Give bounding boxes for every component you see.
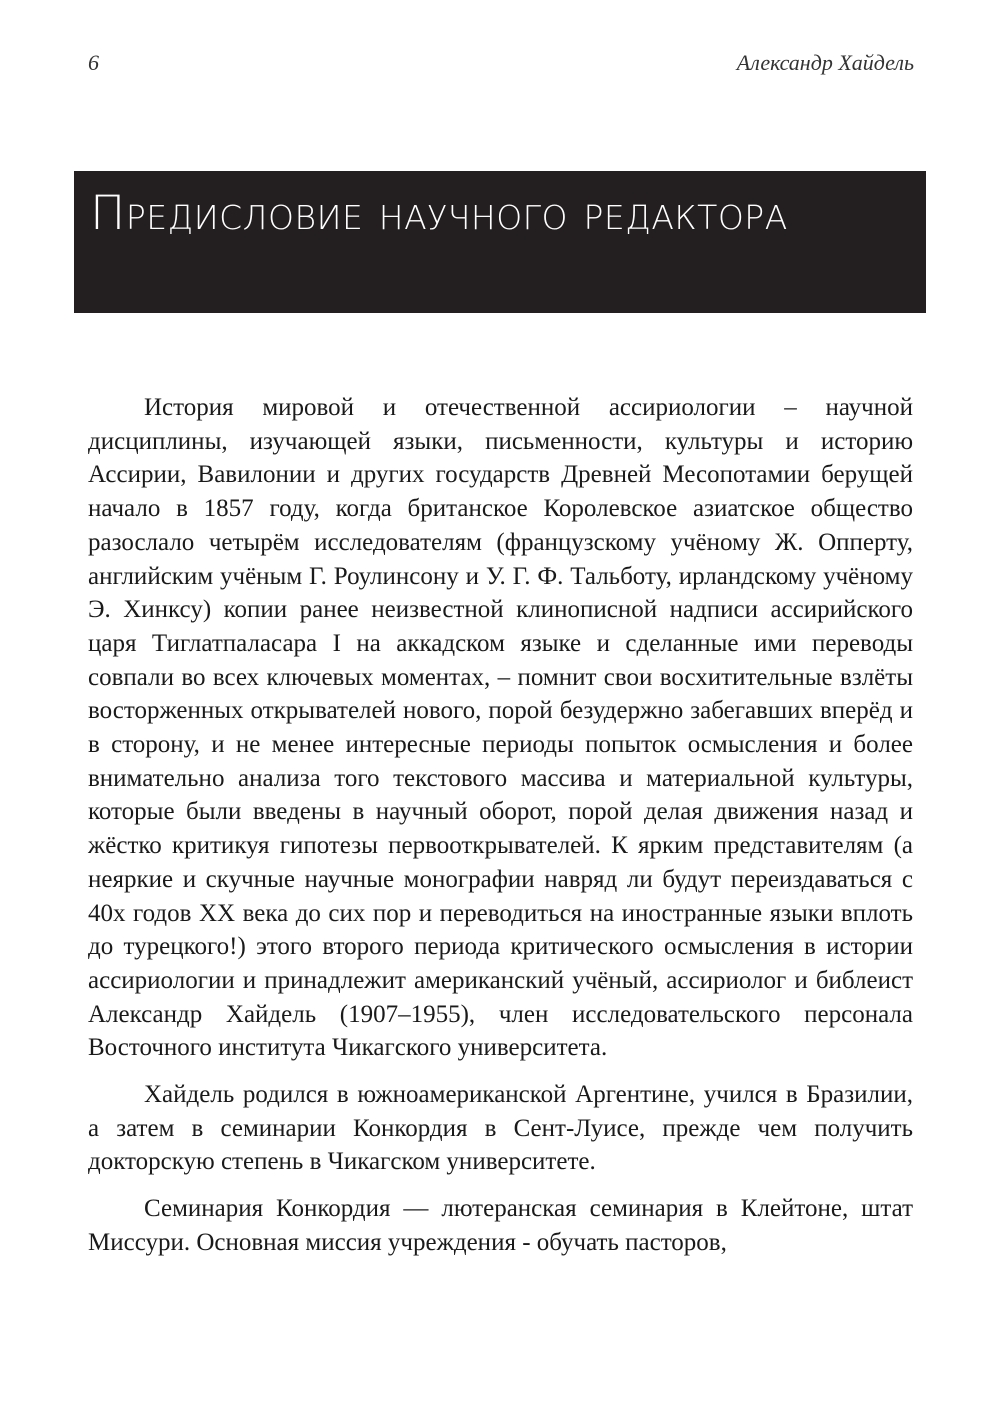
chapter-banner bbox=[74, 171, 926, 313]
running-head bbox=[88, 50, 914, 80]
paragraph: Хайдель родился в южноамериканской Аргентине, учился в Бразилии, а затем в семинарии Конкордия в Сент-Луисе, прежде чем получить докторскую степень в Чикагском университете. bbox=[88, 1081, 913, 1176]
page-number: 6 bbox=[88, 50, 99, 75]
paragraph: История мировой и отечественной ассириологии – научной дисциплины, изучающей языки, письменности, культуры и историю Ассирии, Вавилонии и других государств Древней Месопотамии берущей начало в 1857 году, когда британское Королевское азиатское общество разослало четырём исследователям (французскому учёному Ж. Опперту, английским учёным Г. Роулинсону и У. Г. Ф. Тальботу, ирландскому учёному Э. Хинксу) копии ранее неизвестной клинописной надписи ассирийского царя Тиглатпаласара I на аккадском языке и сделанные ими переводы совпали во всех ключевых моментах, – помнит свои восхитительные взлёты восторженных открывателей нового, порой безудержно забегавших вперёд и в сторону, и не менее интересные периоды попыток осмысления и более внимательно анализа того текстового массива и материальной культуры, которые были введены в научный оборот, порой делая движения назад и жёстко критикуя гипотезы первооткрывателей. К ярким представителям (а неяркие и скучные научные монографии навряд ли будут переиздаваться с 40х годов XX века до сих пор и переводиться на иностранные языки вплоть до турецкого!) этого второго периода критического осмысления в истории ассириологии и принадлежит американский учёный, ассириолог и библеист Александр Хайдель (1907–1955), член исследовательского персонала Восточного института Чикагского университета. bbox=[88, 394, 913, 1062]
chapter-title: Предисловие научного редактора bbox=[90, 186, 788, 241]
paragraph: Семинария Конкордия — лютеранская семинария в Клейтоне, штат Миссури. Основная миссия учреждения - обучать пасторов, bbox=[88, 1195, 913, 1256]
body-text bbox=[88, 391, 913, 1273]
running-head-author: Александр Хайдель bbox=[736, 50, 914, 75]
